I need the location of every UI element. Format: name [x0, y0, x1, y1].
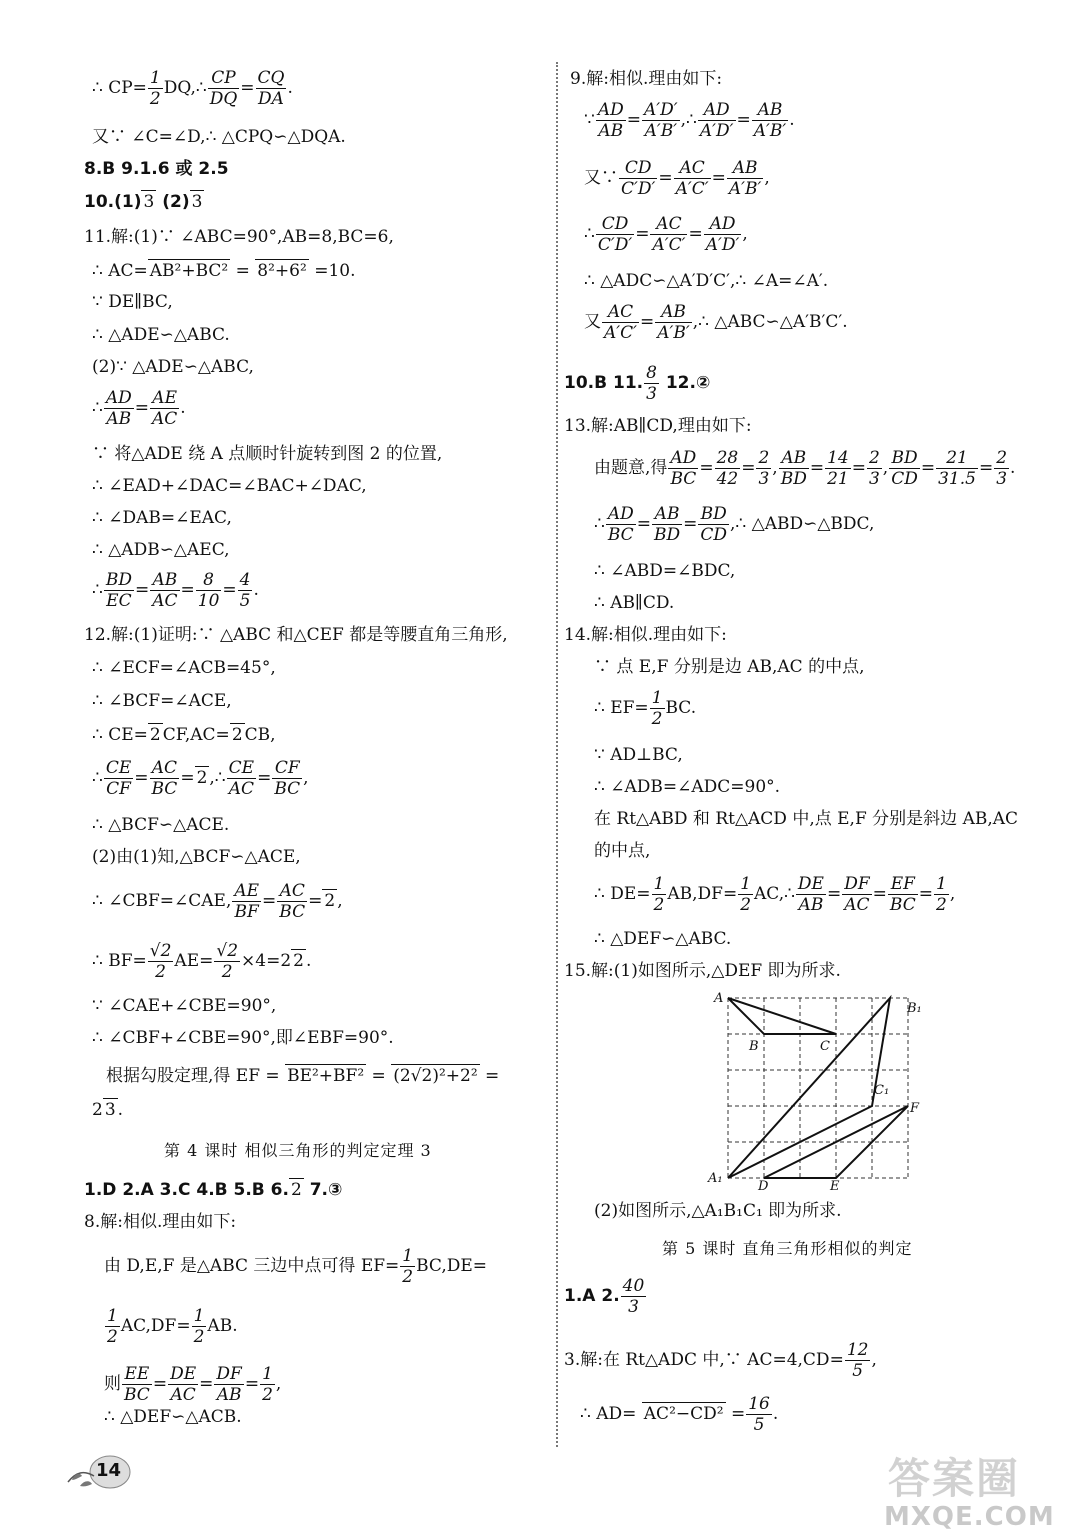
line: ∴ ∠ECF=∠ACB=45°,	[92, 658, 276, 678]
label-A1: A₁	[708, 1171, 723, 1186]
line-cp	[92, 68, 293, 109]
watermark-top-text: 答案圈	[888, 1454, 1021, 1503]
page-number-text: 14	[96, 1460, 122, 1481]
answer-line: 1.A 2. $\frac{40}{3}$	[564, 1276, 645, 1317]
line: ∴ CE= 2 CF,AC= 2 CB,	[92, 725, 276, 745]
line: ∴ $\frac{CE}{CF}$ = $\frac{AC}{BC}$ = 2 ,∴ $\frac{CE}{AC}$ = $\frac{CF}{BC}$ ,	[92, 758, 309, 799]
label-D: D	[758, 1179, 769, 1190]
question-12: 12.解:(1)证明:∵ △ABC 和△CEF 都是等腰直角三角形,	[84, 625, 508, 645]
line: ∴ △ADC∽△A′D′C′,∴ ∠A=∠A′.	[584, 271, 829, 291]
line: 由 D,E,F 是△ABC 三边中点可得 EF= $\frac{1}{2}$ BC,DE=	[104, 1246, 488, 1287]
line: 由题意,得 $\frac{AD}{BC}$ = $\frac{28}{42}$ = $\frac{2}{3}$ , $\frac{AB}{BD}$ = $\frac{14}{21}$ = $\frac{2}{3}$ , $\frac{BD}{CD}$ = $\frac{21}{31.5}$ = $\frac{2}{3}$ .	[594, 448, 1016, 489]
fraction: $\frac{CQ}{DA}$	[257, 68, 285, 109]
line: ∴ △ADE∽△ABC.	[92, 325, 230, 345]
watermark-logo	[880, 1446, 1076, 1532]
line: 又∵ ∠C=∠D,∴ △CPQ∽△DQA.	[92, 127, 346, 147]
line: ∴ ∠DAB=∠EAC,	[92, 508, 232, 528]
label-B: B	[749, 1039, 759, 1054]
line: ∴ AC= AB²+BC² = 8²+6² =10.	[92, 261, 356, 281]
line: ∴ △DEF∽△ACB.	[104, 1407, 242, 1427]
line: ∴ $\frac{CD}{C'D'}$ = $\frac{AC}{A'C'}$ = $\frac{AD}{A'D'}$ ,	[584, 214, 748, 255]
line: ∴ $\frac{BD}{EC}$ = $\frac{AB}{AC}$ = $\frac{8}{10}$ = $\frac{4}{5}$ .	[92, 570, 259, 611]
label-A: A	[714, 991, 724, 1006]
label-F: F	[910, 1101, 920, 1116]
text: =	[240, 78, 255, 98]
line: 又 $\frac{AC}{A'C'}$ = $\frac{AB}{A'B'}$ ,∴ △ABC∽△A′B′C′.	[584, 302, 848, 343]
line: 在 Rt△ABD 和 Rt△ACD 中,点 E,F 分别是斜边 AB,AC	[594, 809, 1019, 829]
line: ∴ △DEF∽△ABC.	[594, 929, 732, 949]
line: ∴ AD= AC²−CD² = $\frac{16}{5}$ .	[580, 1394, 779, 1435]
watermark-bottom-text: MXQE.COM	[884, 1502, 1055, 1532]
figure-labels	[707, 991, 922, 1190]
line: 又∵ $\frac{CD}{C'D'}$ = $\frac{AC}{A'C'}$ = $\frac{AB}{A'B'}$ ,	[584, 158, 770, 199]
line: $\frac{1}{2}$ AC,DF= $\frac{1}{2}$ AB.	[107, 1306, 238, 1347]
line: ∴ EF= $\frac{1}{2}$ BC.	[594, 688, 697, 729]
line: ∴ ∠CBF=∠CAE, $\frac{AE}{BF}$ = $\frac{AC}{BC}$ = 2 ,	[92, 881, 343, 922]
answer-line: 8.B 9.1.6 或 2.5	[84, 159, 229, 179]
answer-line: 10.(1) 3 (2) 3	[84, 192, 203, 212]
label-C: C	[820, 1039, 830, 1054]
section-title: 第 4 课时 相似三角形的判定定理 3	[164, 1141, 432, 1160]
fraction: $\frac{CP}{DQ}$	[209, 68, 238, 109]
line: ∴ △BCF∽△ACE.	[92, 815, 230, 835]
question-13: 13.解:AB∥CD,理由如下:	[564, 416, 752, 436]
text: DQ,∴	[163, 78, 207, 98]
question-9: 9.解:相似.理由如下:	[570, 69, 723, 89]
grid-figure	[704, 990, 934, 1190]
question-8: 8.解:相似.理由如下:	[84, 1212, 237, 1232]
text: .	[287, 78, 293, 98]
text: ∴ CP=	[92, 78, 147, 98]
line: ∴ ∠BCF=∠ACE,	[92, 691, 232, 711]
line: ∴ △ADB∽△AEC,	[92, 540, 230, 560]
line: 则 $\frac{EE}{BC}$ = $\frac{DE}{AC}$ = $\frac{DF}{AB}$ = $\frac{1}{2}$ ,	[104, 1364, 282, 1405]
question-11: 11.解:(1)∵ ∠ABC=90°,AB=8,BC=6,	[84, 227, 394, 247]
line: ∵ DE∥BC,	[92, 292, 173, 312]
line: (2)由(1)知,△BCF∽△ACE,	[92, 847, 301, 867]
line: ∴ $\frac{AD}{BC}$ = $\frac{AB}{BD}$ = $\frac{BD}{CD}$ ,∴ △ABD∽△BDC,	[594, 504, 875, 545]
line: (2)∵ △ADE∽△ABC,	[92, 357, 254, 377]
line: 2 3 .	[92, 1100, 124, 1120]
line: 的中点,	[594, 841, 651, 861]
question-14: 14.解:相似.理由如下:	[564, 625, 727, 645]
line: ∴ BF= $\frac{√2}{2}$ AE= $\frac{√2}{2}$ ×4=2 2 .	[92, 941, 312, 982]
question-15: 15.解:(1)如图所示,△DEF 即为所求.	[564, 961, 841, 981]
page-number	[66, 1452, 132, 1492]
line: 根据勾股定理,得 EF = BE²+BF² = (2√2)²+2² =	[106, 1066, 500, 1086]
line: (2)如图所示,△A₁B₁C₁ 即为所求.	[594, 1201, 842, 1221]
column-divider	[556, 62, 558, 1447]
answer-line: 10.B 11. $\frac{8}{3}$ 12.②	[564, 363, 711, 404]
line: ∵ AD⊥BC,	[594, 745, 683, 765]
line: ∴ ∠EAD+∠DAC=∠BAC+∠DAC,	[92, 476, 367, 496]
line: ∴ DE= $\frac{1}{2}$ AB,DF= $\frac{1}{2}$ AC,∴ $\frac{DE}{AB}$ = $\frac{DF}{AC}$ = $\frac{EF}{BC}$ = $\frac{1}{2}$ ,	[594, 874, 956, 915]
answer-line: 1.D 2.A 3.C 4.B 5.B 6. 2 7.③	[84, 1180, 343, 1200]
label-B1: B₁	[907, 1001, 922, 1016]
line: ∴ ∠ADB=∠ADC=90°.	[594, 777, 781, 797]
line: ∴ ∠CBF+∠CBE=90°,即∠EBF=90°.	[92, 1028, 394, 1048]
line: ∵ 将△ADE 绕 A 点顺时针旋转到图 2 的位置,	[92, 444, 443, 464]
line: ∴ AB∥CD.	[594, 593, 675, 613]
line: ∵ ∠CAE+∠CBE=90°,	[92, 996, 277, 1016]
triangle-abc	[728, 998, 836, 1034]
line: ∵ $\frac{AD}{AB}$ = $\frac{A'D'}{A'B'}$ ,∴ $\frac{AD}{A'D'}$ = $\frac{AB}{A'B'}$ .	[584, 100, 795, 141]
line: ∴ ∠ABD=∠BDC,	[594, 561, 736, 581]
label-E: E	[830, 1179, 840, 1190]
question-3: 3.解:在 Rt△ADC 中,∵ AC=4,CD= $\frac{12}{5}$ ,	[564, 1340, 877, 1381]
label-C1: C₁	[874, 1083, 890, 1098]
line: ∴ $\frac{AD}{AB}$ = $\frac{AE}{AC}$ .	[92, 388, 186, 429]
section-title: 第 5 课时 直角三角形相似的判定	[662, 1239, 913, 1258]
line: ∵ 点 E,F 分别是边 AB,AC 的中点,	[594, 657, 865, 677]
fraction: $\frac{1}{2}$	[149, 68, 161, 109]
